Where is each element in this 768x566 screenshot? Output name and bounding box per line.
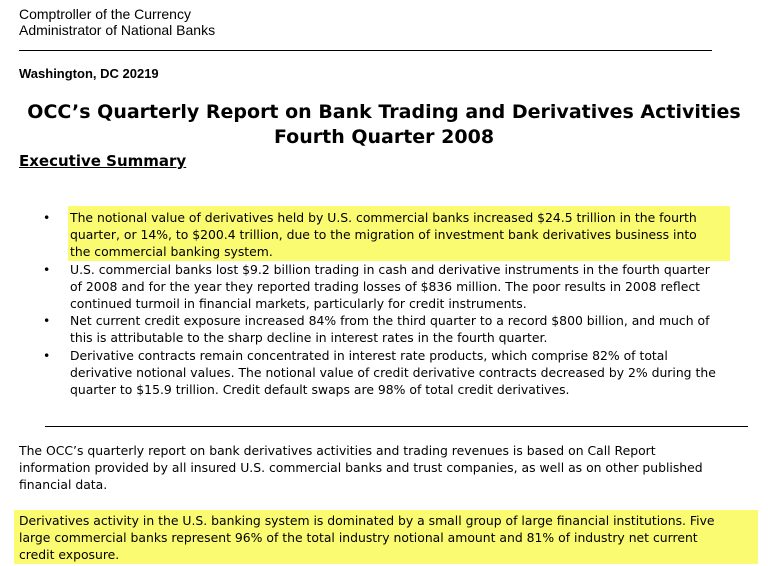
paragraph-line: credit exposure. (19, 547, 120, 563)
bullet-item (36, 347, 756, 399)
bullet-line: quarter, or 14%, to $200.4 trillion, due to the migration of investment bank derivatives business into (70, 227, 697, 243)
paragraph-line: large commercial banks represent 96% of the total industry notional amount and 81% of industry net current (19, 530, 698, 546)
report-description (19, 442, 759, 494)
bullet-line: U.S. commercial banks lost $9.2 billion trading in cash and derivative instruments in the fourth quarter (70, 261, 710, 277)
agency-name: Comptroller of the Currency (19, 6, 191, 22)
bullet-line: this is attributable to the sharp decline in interest rates in the fourth quarter. (70, 330, 548, 346)
bullet-icon: • (43, 261, 51, 277)
bullet-line: The notional value of derivatives held by U.S. commercial banks increased $24.5 trillion in the fourth (70, 210, 697, 225)
bullet-item (36, 312, 756, 346)
bullet-line: the commercial banking system. (70, 244, 273, 260)
agency-subtitle: Administrator of National Banks (19, 22, 216, 38)
summary-bullets (36, 209, 756, 398)
report-subtitle: Fourth Quarter 2008 (273, 126, 495, 148)
bullet-line: Net current credit exposure increased 84% from the third quarter to a record $800 billion, and much of (70, 313, 710, 329)
bullet-line: of 2008 and for the year they reported trading losses of $836 million. The poor results in 2008 reflect (70, 278, 701, 294)
bullet-line: derivative notional values. The notional value of credit derivative contracts decreased by 2% during the (70, 364, 716, 380)
bullet-item (36, 209, 756, 261)
paragraph-line: Derivatives activity in the U.S. banking system is dominated by a small group of large financial institutions. Five (19, 513, 715, 528)
header-divider (19, 50, 712, 51)
paragraph-line: financial data. (19, 477, 108, 493)
bullet-line: continued turmoil in financial markets, particularly for credit instruments. (70, 296, 527, 312)
bullet-line: Derivative contracts remain concentrated in interest rate products, which comprise 82% of total (70, 347, 668, 363)
bullet-icon: • (43, 210, 51, 225)
section-heading: Executive Summary (19, 152, 187, 170)
bullet-line: quarter to $15.9 trillion. Credit default swaps are 98% of total credit derivatives. (70, 382, 570, 398)
bullet-icon: • (43, 313, 51, 329)
paragraph-line: information provided by all insured U.S. commercial banks and trust companies, as well as on other published (19, 460, 703, 476)
concentration-paragraph (19, 512, 759, 564)
section-divider (45, 426, 748, 427)
location: Washington, DC 20219 (19, 66, 159, 81)
bullet-item (36, 261, 756, 313)
bullet-icon: • (43, 347, 51, 363)
report-title: OCC’s Quarterly Report on Bank Trading and Derivatives Activities (27, 101, 741, 123)
paragraph-line: The OCC’s quarterly report on bank derivatives activities and trading revenues is based on Call Report (19, 443, 656, 458)
